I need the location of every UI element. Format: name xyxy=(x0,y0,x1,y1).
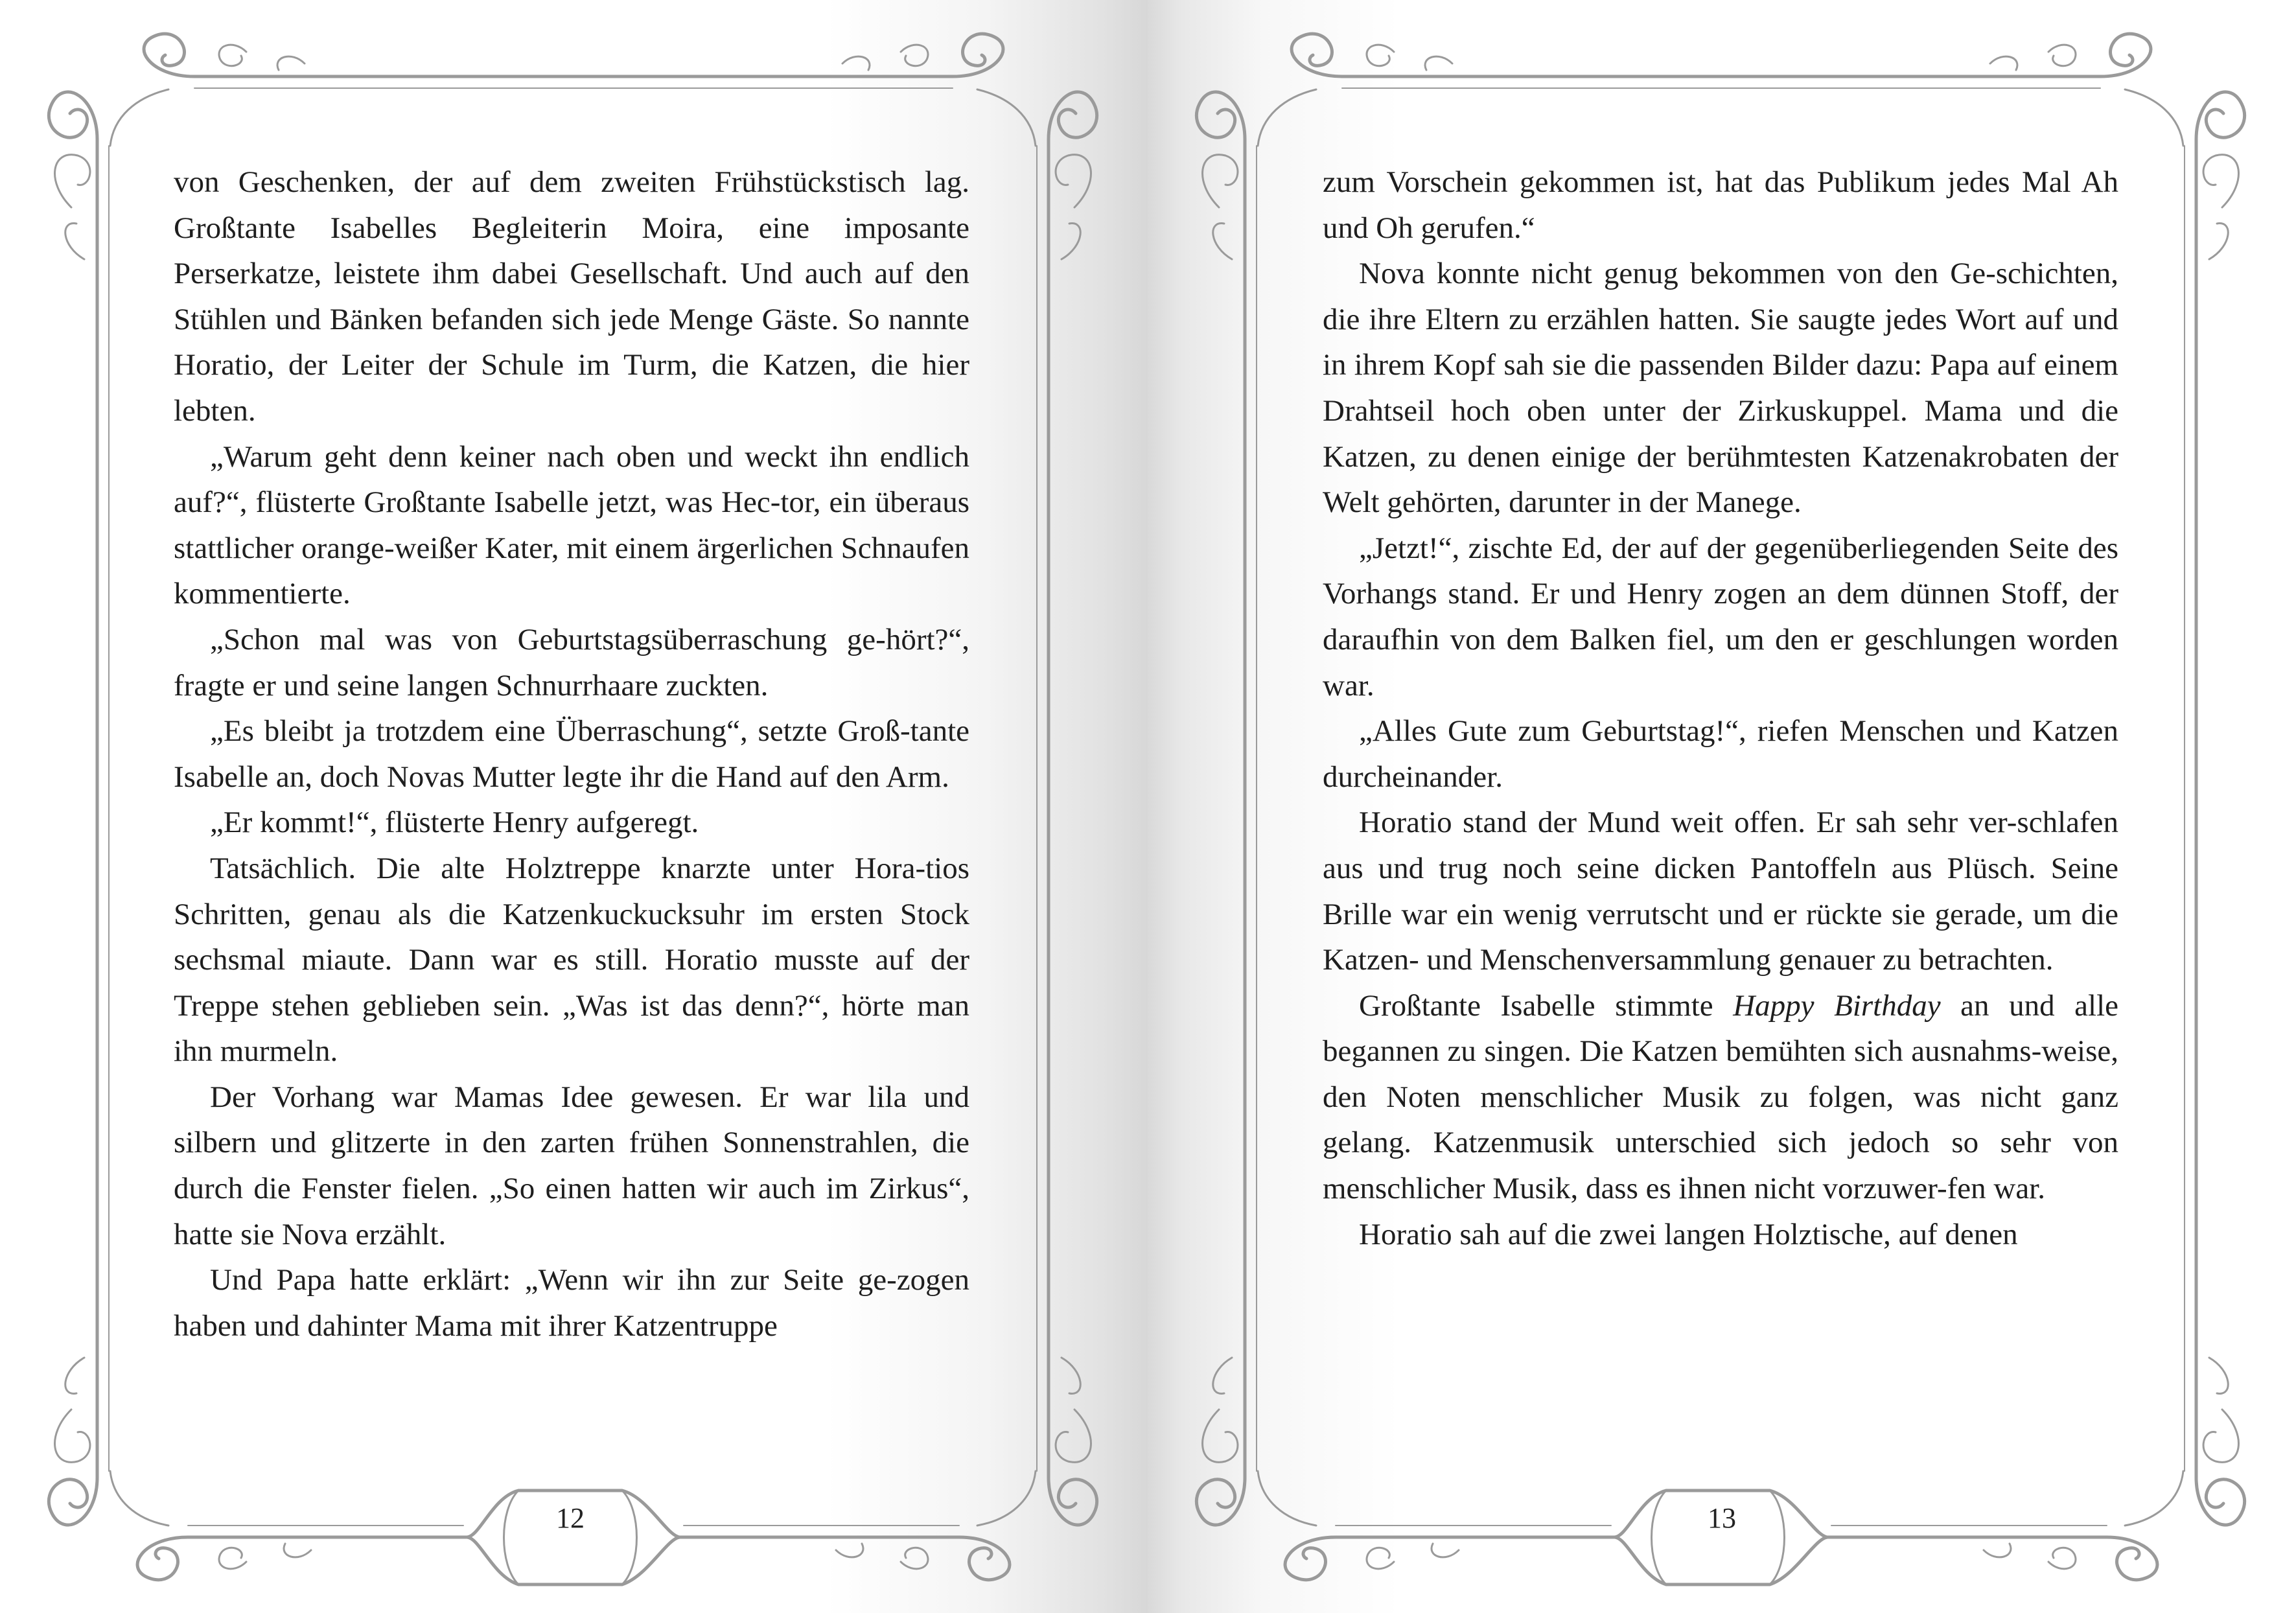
paragraph: Der Vorhang war Mamas Idee gewesen. Er war lila und silbern und glitzerte in den zarten frühen Sonnenstrahlen, die durch die Fenster fielen. „So einen hatten wir auch im Zirkus“, hatte sie Nova erzählt. xyxy=(174,1080,969,1251)
paragraph: Und Papa hatte erklärt: „Wenn wir ihn zur Seite ge-zogen haben und dahinter Mama mit ihrer Katzentruppe xyxy=(174,1263,969,1343)
paragraph xyxy=(1323,983,2118,1212)
text-run: Großtante Isabelle stimmte xyxy=(1359,988,1734,1023)
paragraph: „Schon mal was von Geburtstagsüberraschung ge-hört?“, fragte er und seine langen Schnurrhaare zuckten. xyxy=(174,622,969,702)
text-run: an und alle begannen zu singen. Die Katzen bemühten sich ausnahms-weise, den Noten menschlicher Musik zu folgen, was nicht ganz gelang. Katzenmusik unterschied sich jedoch so sehr von menschlicher Musik, dass es ihnen nicht vorzuwer-fen war. xyxy=(1323,988,2119,1206)
paragraph: Nova konnte nicht genug bekommen von den Ge-schichten, die ihre Eltern zu erzählen hatten. Sie saugte jedes Wort auf und in ihrem Kopf sah sie die passenden Bilder dazu: Papa auf einem Drahtseil hoch oben unter der Zirkuskuppel. Mama und die Katzen, zu denen einige der berühmtesten Katzenakrobaten der Welt gehörten, darunter in der Manege. xyxy=(1323,257,2118,520)
paragraph: von Geschenken, der auf dem zweiten Frühstückstisch lag. Großtante Isabelles Begleiterin Moira, eine imposante Perserkatze, leistete ihm dabei Gesellschaft. Und auch auf den Stühlen und Bänken befanden sich jede Menge Gäste. So nannte Horatio, der Leiter der Schule im Turm, die Katzen, die hier lebten. xyxy=(174,165,969,428)
paragraph: „Es bleibt ja trotzdem eine Überraschung“, setzte Groß-tante Isabelle an, doch Novas Mutter legte ihr die Hand auf den Arm. xyxy=(174,714,969,794)
paragraph: „Warum geht denn keiner nach oben und weckt ihn endlich auf?“, flüsterte Großtante Isabelle jetzt, was Hec-tor, ein überaus stattlicher orange-weißer Kater, mit einem ärgerlichen Schnaufen kommentierte. xyxy=(174,439,969,611)
body-text-left xyxy=(174,159,969,1349)
paragraph: Horatio stand der Mund weit offen. Er sah sehr ver-schlafen aus und trug noch seine dicken Pantoffeln aus Plüsch. Seine Brille war ein wenig verrutscht und er rückte sie gerade, um die Katzen- und Menschenversammlung genauer zu betrachten. xyxy=(1323,806,2118,977)
paragraph: zum Vorschein gekommen ist, hat das Publikum jedes Mal Ah und Oh gerufen.“ xyxy=(1323,165,2118,245)
page-number: 12 xyxy=(556,1502,585,1534)
paragraph: „Er kommt!“, flüsterte Henry aufgeregt. xyxy=(210,806,699,840)
paragraph: Tatsächlich. Die alte Holztreppe knarzte unter Hora-tios Schritten, genau als die Katzenkuckucksuhr im ersten Stock sechsmal miaute. Dann war es still. Horatio musste auf der Treppe stehen geblieben sein. „Was ist das denn?“, hörte man ihn murmeln. xyxy=(174,851,969,1069)
paragraph: „Jetzt!“, zischte Ed, der auf der gegenüberliegenden Seite des Vorhangs stand. Er und Henry zogen an dem dünnen Stoff, der daraufhin von dem Balken fiel, um den er geschlungen worden war. xyxy=(1323,531,2118,702)
page-number: 13 xyxy=(1708,1502,1736,1534)
paragraph: „Alles Gute zum Geburtstag!“, riefen Menschen und Katzen durcheinander. xyxy=(1323,714,2118,794)
song-title: Happy Birthday xyxy=(1733,988,1941,1023)
body-text-right xyxy=(1323,159,2118,1257)
right-page xyxy=(1148,0,2295,1613)
paragraph: Horatio sah auf die zwei langen Holztische, auf denen xyxy=(1359,1217,2018,1251)
